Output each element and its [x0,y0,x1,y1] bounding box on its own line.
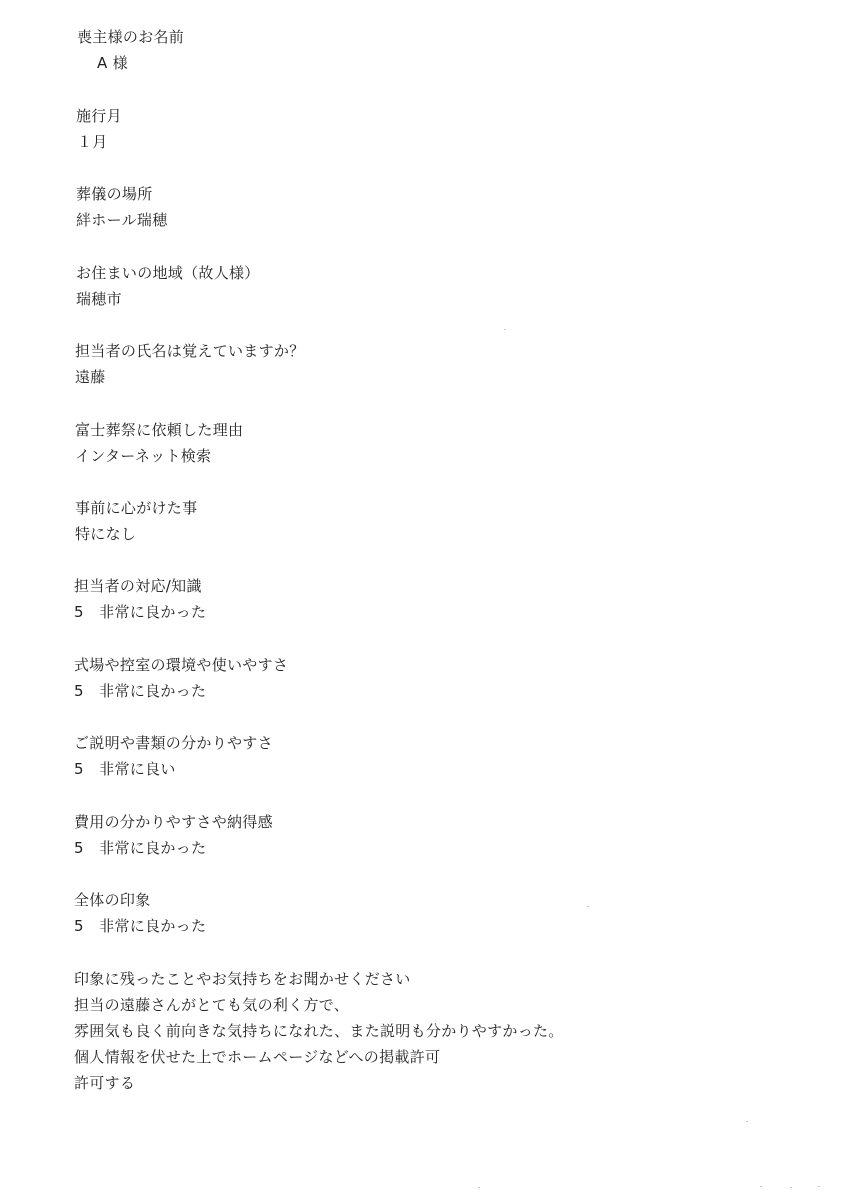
answer-cost-clarity: 5 非常に良かった [74,839,207,857]
answer-venue-environment: 5 非常に良かった [74,682,207,700]
question-publication-permission: 個人情報を伏せた上でホームページなどへの掲載許可 [74,1048,441,1066]
scan-speck [818,1186,820,1187]
answer-service-month: １月 [77,133,108,151]
answer-reason: インターネット検索 [75,447,212,465]
scan-speck [504,329,506,330]
question-venue-environment: 式場や控室の環境や使いやすさ [74,656,289,674]
question-explanation-clarity: ご説明や書類の分かりやすさ [74,734,273,752]
answer-publication-permission: 許可する [74,1074,136,1092]
answer-staff-name: 遠藤 [75,368,106,386]
question-staff-name: 担当者の氏名は覚えていますか？ [75,342,305,360]
question-funeral-location: 葬儀の場所 [76,185,153,203]
scan-speck [760,1186,762,1187]
question-preparation: 事前に心がけた事 [75,499,198,517]
answer-preparation: 特になし [75,525,137,543]
scan-speck [790,1187,792,1188]
scan-speck [746,1121,748,1122]
comment-line: 雰囲気も良く前向きな気持ちになれた、また説明も分かりやすかった。 [74,1022,564,1040]
answer-staff-response: 5 非常に良かった [74,603,207,621]
comment-line: 担当の遠藤さんがとても気の利く方で、 [74,996,350,1014]
answer-mourner-name: A 様 [97,54,128,72]
question-service-month: 施行月 [76,107,122,125]
answer-explanation-clarity: 5 非常に良い [74,760,176,778]
question-overall-impression: 全体の印象 [74,891,151,909]
scan-speck [587,906,589,907]
question-comments: 印象に残ったことやお気持ちをお聞かせください [74,970,411,988]
answer-overall-impression: 5 非常に良かった [74,917,207,935]
question-residence-area: お住まいの地域（故人様） [76,264,260,282]
question-reason: 富士葬祭に依頼した理由 [75,421,244,439]
answer-residence-area: 瑞穂市 [76,290,122,308]
answer-funeral-location: 絆ホール瑞穂 [76,211,168,229]
question-cost-clarity: 費用の分かりやすさや納得感 [74,813,273,831]
scan-speck [478,1187,480,1188]
question-mourner-name: 喪主様のお名前 [77,28,185,46]
question-staff-response: 担当者の対応/知識 [74,577,202,595]
